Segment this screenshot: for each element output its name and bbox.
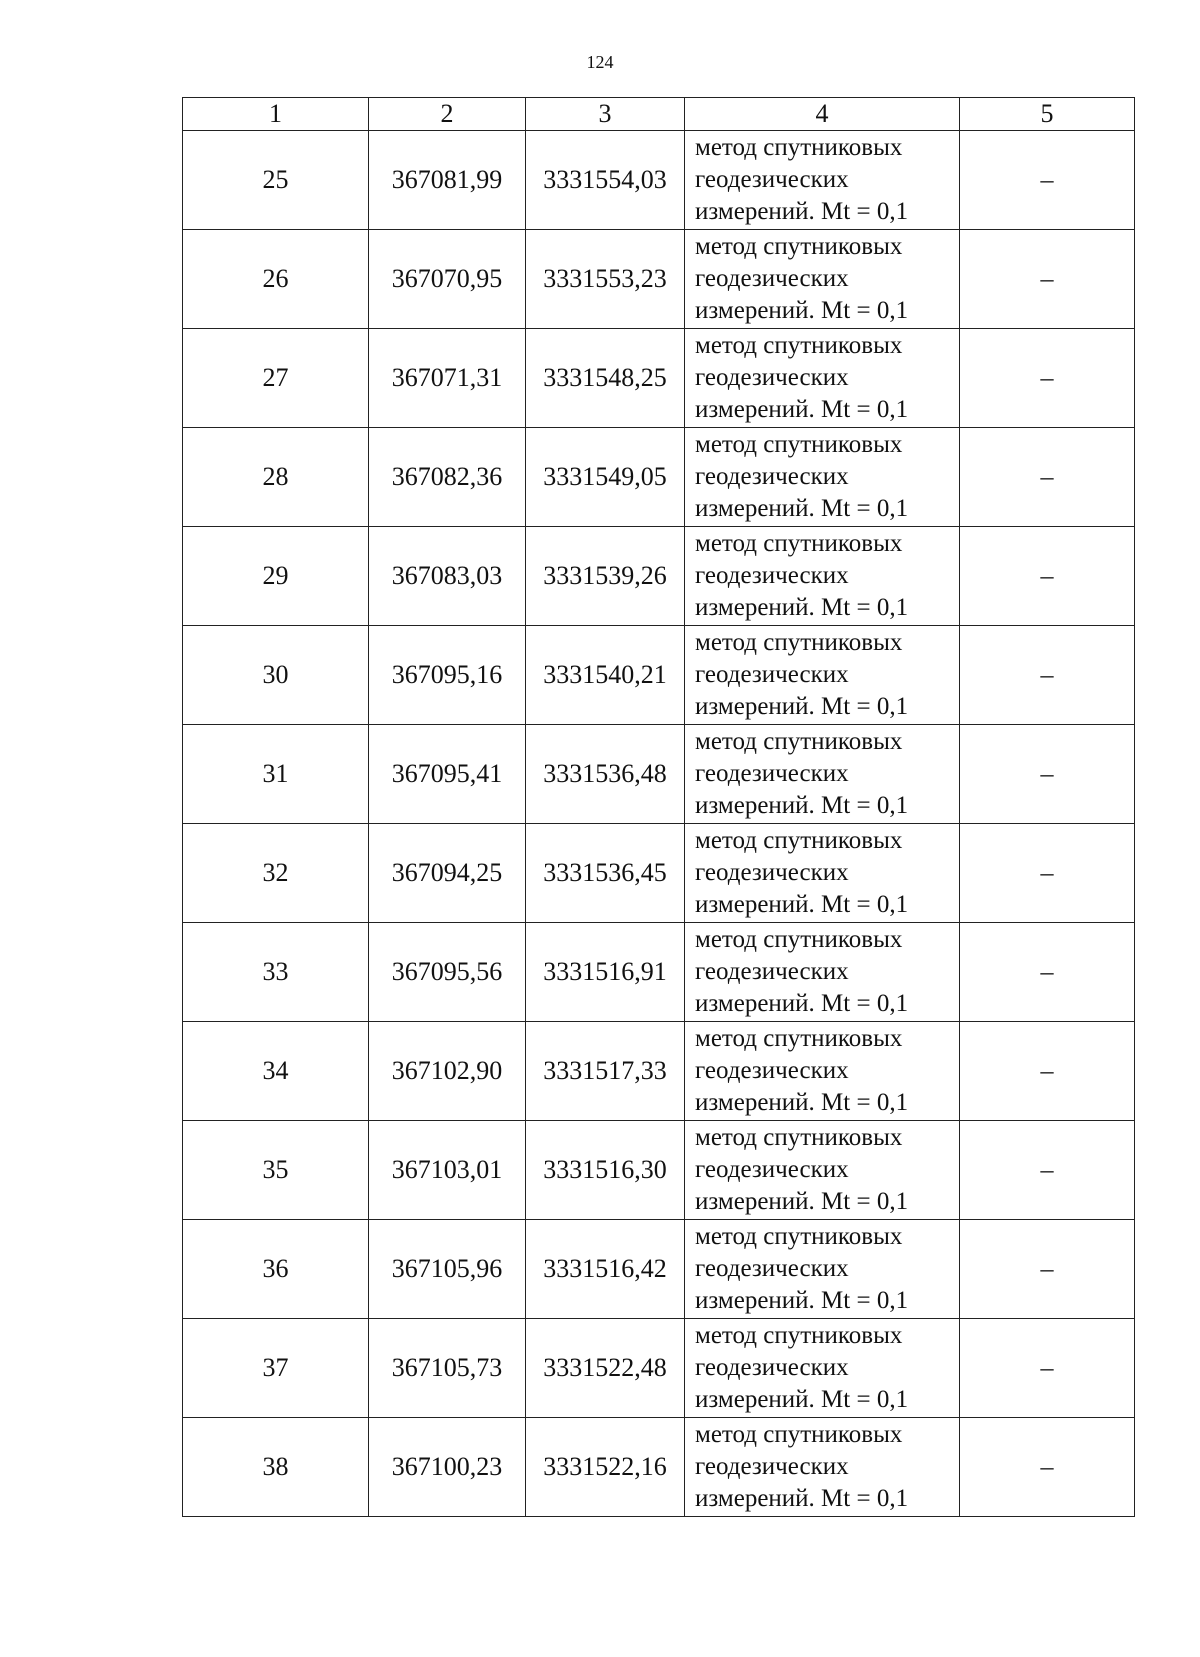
method-line-3: измерений. Mt = 0,1 xyxy=(695,495,909,522)
method-line-3: измерений. Mt = 0,1 xyxy=(695,891,909,918)
method-line-2: геодезических xyxy=(695,958,849,985)
y-coordinate-cell: 3331517,33 xyxy=(526,1022,685,1121)
method-line-2: геодезических xyxy=(695,859,849,886)
method-cell xyxy=(685,329,960,428)
method-cell xyxy=(685,626,960,725)
note-cell: – xyxy=(960,1022,1135,1121)
y-coordinate-cell: 3331554,03 xyxy=(526,131,685,230)
method-line-3: измерений. Mt = 0,1 xyxy=(695,990,909,1017)
method-line-3: измерений. Mt = 0,1 xyxy=(695,1485,909,1512)
note-cell: – xyxy=(960,527,1135,626)
note-cell: – xyxy=(960,1319,1135,1418)
note-cell: – xyxy=(960,1220,1135,1319)
method-cell xyxy=(685,1220,960,1319)
x-coordinate-cell: 367095,56 xyxy=(369,923,526,1022)
note-cell: – xyxy=(960,1121,1135,1220)
y-coordinate-cell: 3331516,91 xyxy=(526,923,685,1022)
table-row xyxy=(183,527,1135,626)
method-cell xyxy=(685,923,960,1022)
y-coordinate-cell: 3331553,23 xyxy=(526,230,685,329)
method-cell xyxy=(685,1022,960,1121)
y-coordinate-cell: 3331540,21 xyxy=(526,626,685,725)
method-line-2: геодезических xyxy=(695,760,849,787)
table-row xyxy=(183,626,1135,725)
method-cell xyxy=(685,824,960,923)
method-line-1: метод спутниковых xyxy=(695,1025,903,1052)
method-line-1: метод спутниковых xyxy=(695,1322,903,1349)
method-line-3: измерений. Mt = 0,1 xyxy=(695,396,909,423)
coordinates-table xyxy=(182,97,1135,1517)
y-coordinate-cell: 3331536,48 xyxy=(526,725,685,824)
x-coordinate-cell: 367100,23 xyxy=(369,1418,526,1517)
note-cell: – xyxy=(960,1418,1135,1517)
x-coordinate-cell: 367094,25 xyxy=(369,824,526,923)
table-row xyxy=(183,1121,1135,1220)
method-line-2: геодезических xyxy=(695,1354,849,1381)
method-line-3: измерений. Mt = 0,1 xyxy=(695,1089,909,1116)
coordinates-table-container xyxy=(182,97,1134,1517)
x-coordinate-cell: 367070,95 xyxy=(369,230,526,329)
table-body xyxy=(183,131,1135,1517)
table-row xyxy=(183,824,1135,923)
table-row xyxy=(183,923,1135,1022)
y-coordinate-cell: 3331549,05 xyxy=(526,428,685,527)
note-cell: – xyxy=(960,131,1135,230)
header-row xyxy=(183,98,1135,131)
point-number-cell: 32 xyxy=(183,824,369,923)
table-row xyxy=(183,1418,1135,1517)
header-col-4: 4 xyxy=(685,98,960,131)
note-cell: – xyxy=(960,626,1135,725)
y-coordinate-cell: 3331536,45 xyxy=(526,824,685,923)
method-line-1: метод спутниковых xyxy=(695,134,903,161)
method-line-2: геодезических xyxy=(695,265,849,292)
y-coordinate-cell: 3331516,30 xyxy=(526,1121,685,1220)
y-coordinate-cell: 3331522,16 xyxy=(526,1418,685,1517)
method-line-2: геодезических xyxy=(695,661,849,688)
table-row xyxy=(183,131,1135,230)
point-number-cell: 30 xyxy=(183,626,369,725)
y-coordinate-cell: 3331522,48 xyxy=(526,1319,685,1418)
method-line-2: геодезических xyxy=(695,1453,849,1480)
x-coordinate-cell: 367103,01 xyxy=(369,1121,526,1220)
method-line-2: геодезических xyxy=(695,1057,849,1084)
table-row xyxy=(183,329,1135,428)
point-number-cell: 28 xyxy=(183,428,369,527)
method-cell xyxy=(685,131,960,230)
point-number-cell: 37 xyxy=(183,1319,369,1418)
method-line-1: метод спутниковых xyxy=(695,629,903,656)
method-line-3: измерений. Mt = 0,1 xyxy=(695,792,909,819)
method-line-1: метод спутниковых xyxy=(695,1223,903,1250)
point-number-cell: 36 xyxy=(183,1220,369,1319)
point-number-cell: 34 xyxy=(183,1022,369,1121)
method-line-1: метод спутниковых xyxy=(695,926,903,953)
note-cell: – xyxy=(960,329,1135,428)
method-cell xyxy=(685,527,960,626)
table-row xyxy=(183,1022,1135,1121)
method-line-2: геодезических xyxy=(695,562,849,589)
point-number-cell: 27 xyxy=(183,329,369,428)
method-line-3: измерений. Mt = 0,1 xyxy=(695,297,909,324)
method-line-2: геодезических xyxy=(695,463,849,490)
point-number-cell: 29 xyxy=(183,527,369,626)
x-coordinate-cell: 367095,16 xyxy=(369,626,526,725)
method-cell xyxy=(685,428,960,527)
header-col-1: 1 xyxy=(183,98,369,131)
table-header xyxy=(183,98,1135,131)
y-coordinate-cell: 3331516,42 xyxy=(526,1220,685,1319)
method-cell xyxy=(685,725,960,824)
note-cell: – xyxy=(960,725,1135,824)
table-row xyxy=(183,725,1135,824)
x-coordinate-cell: 367083,03 xyxy=(369,527,526,626)
point-number-cell: 25 xyxy=(183,131,369,230)
method-cell xyxy=(685,230,960,329)
page-number: 124 xyxy=(586,52,614,72)
x-coordinate-cell: 367071,31 xyxy=(369,329,526,428)
table-row xyxy=(183,230,1135,329)
method-line-2: геодезических xyxy=(695,364,849,391)
method-line-1: метод спутниковых xyxy=(695,1421,903,1448)
method-line-1: метод спутниковых xyxy=(695,1124,903,1151)
point-number-cell: 26 xyxy=(183,230,369,329)
table-row xyxy=(183,428,1135,527)
point-number-cell: 38 xyxy=(183,1418,369,1517)
method-line-3: измерений. Mt = 0,1 xyxy=(695,1287,909,1314)
x-coordinate-cell: 367102,90 xyxy=(369,1022,526,1121)
x-coordinate-cell: 367105,96 xyxy=(369,1220,526,1319)
header-col-5: 5 xyxy=(960,98,1135,131)
method-line-3: измерений. Mt = 0,1 xyxy=(695,1188,909,1215)
point-number-cell: 33 xyxy=(183,923,369,1022)
y-coordinate-cell: 3331548,25 xyxy=(526,329,685,428)
method-cell xyxy=(685,1121,960,1220)
method-line-3: измерений. Mt = 0,1 xyxy=(695,1386,909,1413)
y-coordinate-cell: 3331539,26 xyxy=(526,527,685,626)
point-number-cell: 35 xyxy=(183,1121,369,1220)
table-row xyxy=(183,1319,1135,1418)
method-line-1: метод спутниковых xyxy=(695,332,903,359)
method-line-2: геодезических xyxy=(695,1156,849,1183)
note-cell: – xyxy=(960,230,1135,329)
note-cell: – xyxy=(960,923,1135,1022)
method-line-1: метод спутниковых xyxy=(695,728,903,755)
table-row xyxy=(183,1220,1135,1319)
note-cell: – xyxy=(960,824,1135,923)
method-line-2: геодезических xyxy=(695,1255,849,1282)
method-cell xyxy=(685,1418,960,1517)
method-line-3: измерений. Mt = 0,1 xyxy=(695,198,909,225)
method-line-1: метод спутниковых xyxy=(695,827,903,854)
method-line-3: измерений. Mt = 0,1 xyxy=(695,693,909,720)
method-line-1: метод спутниковых xyxy=(695,431,903,458)
method-line-1: метод спутниковых xyxy=(695,233,903,260)
method-line-2: геодезических xyxy=(695,166,849,193)
header-col-2: 2 xyxy=(369,98,526,131)
x-coordinate-cell: 367081,99 xyxy=(369,131,526,230)
x-coordinate-cell: 367105,73 xyxy=(369,1319,526,1418)
header-col-3: 3 xyxy=(526,98,685,131)
point-number-cell: 31 xyxy=(183,725,369,824)
method-cell xyxy=(685,1319,960,1418)
method-line-3: измерений. Mt = 0,1 xyxy=(695,594,909,621)
x-coordinate-cell: 367095,41 xyxy=(369,725,526,824)
x-coordinate-cell: 367082,36 xyxy=(369,428,526,527)
method-line-1: метод спутниковых xyxy=(695,530,903,557)
note-cell: – xyxy=(960,428,1135,527)
